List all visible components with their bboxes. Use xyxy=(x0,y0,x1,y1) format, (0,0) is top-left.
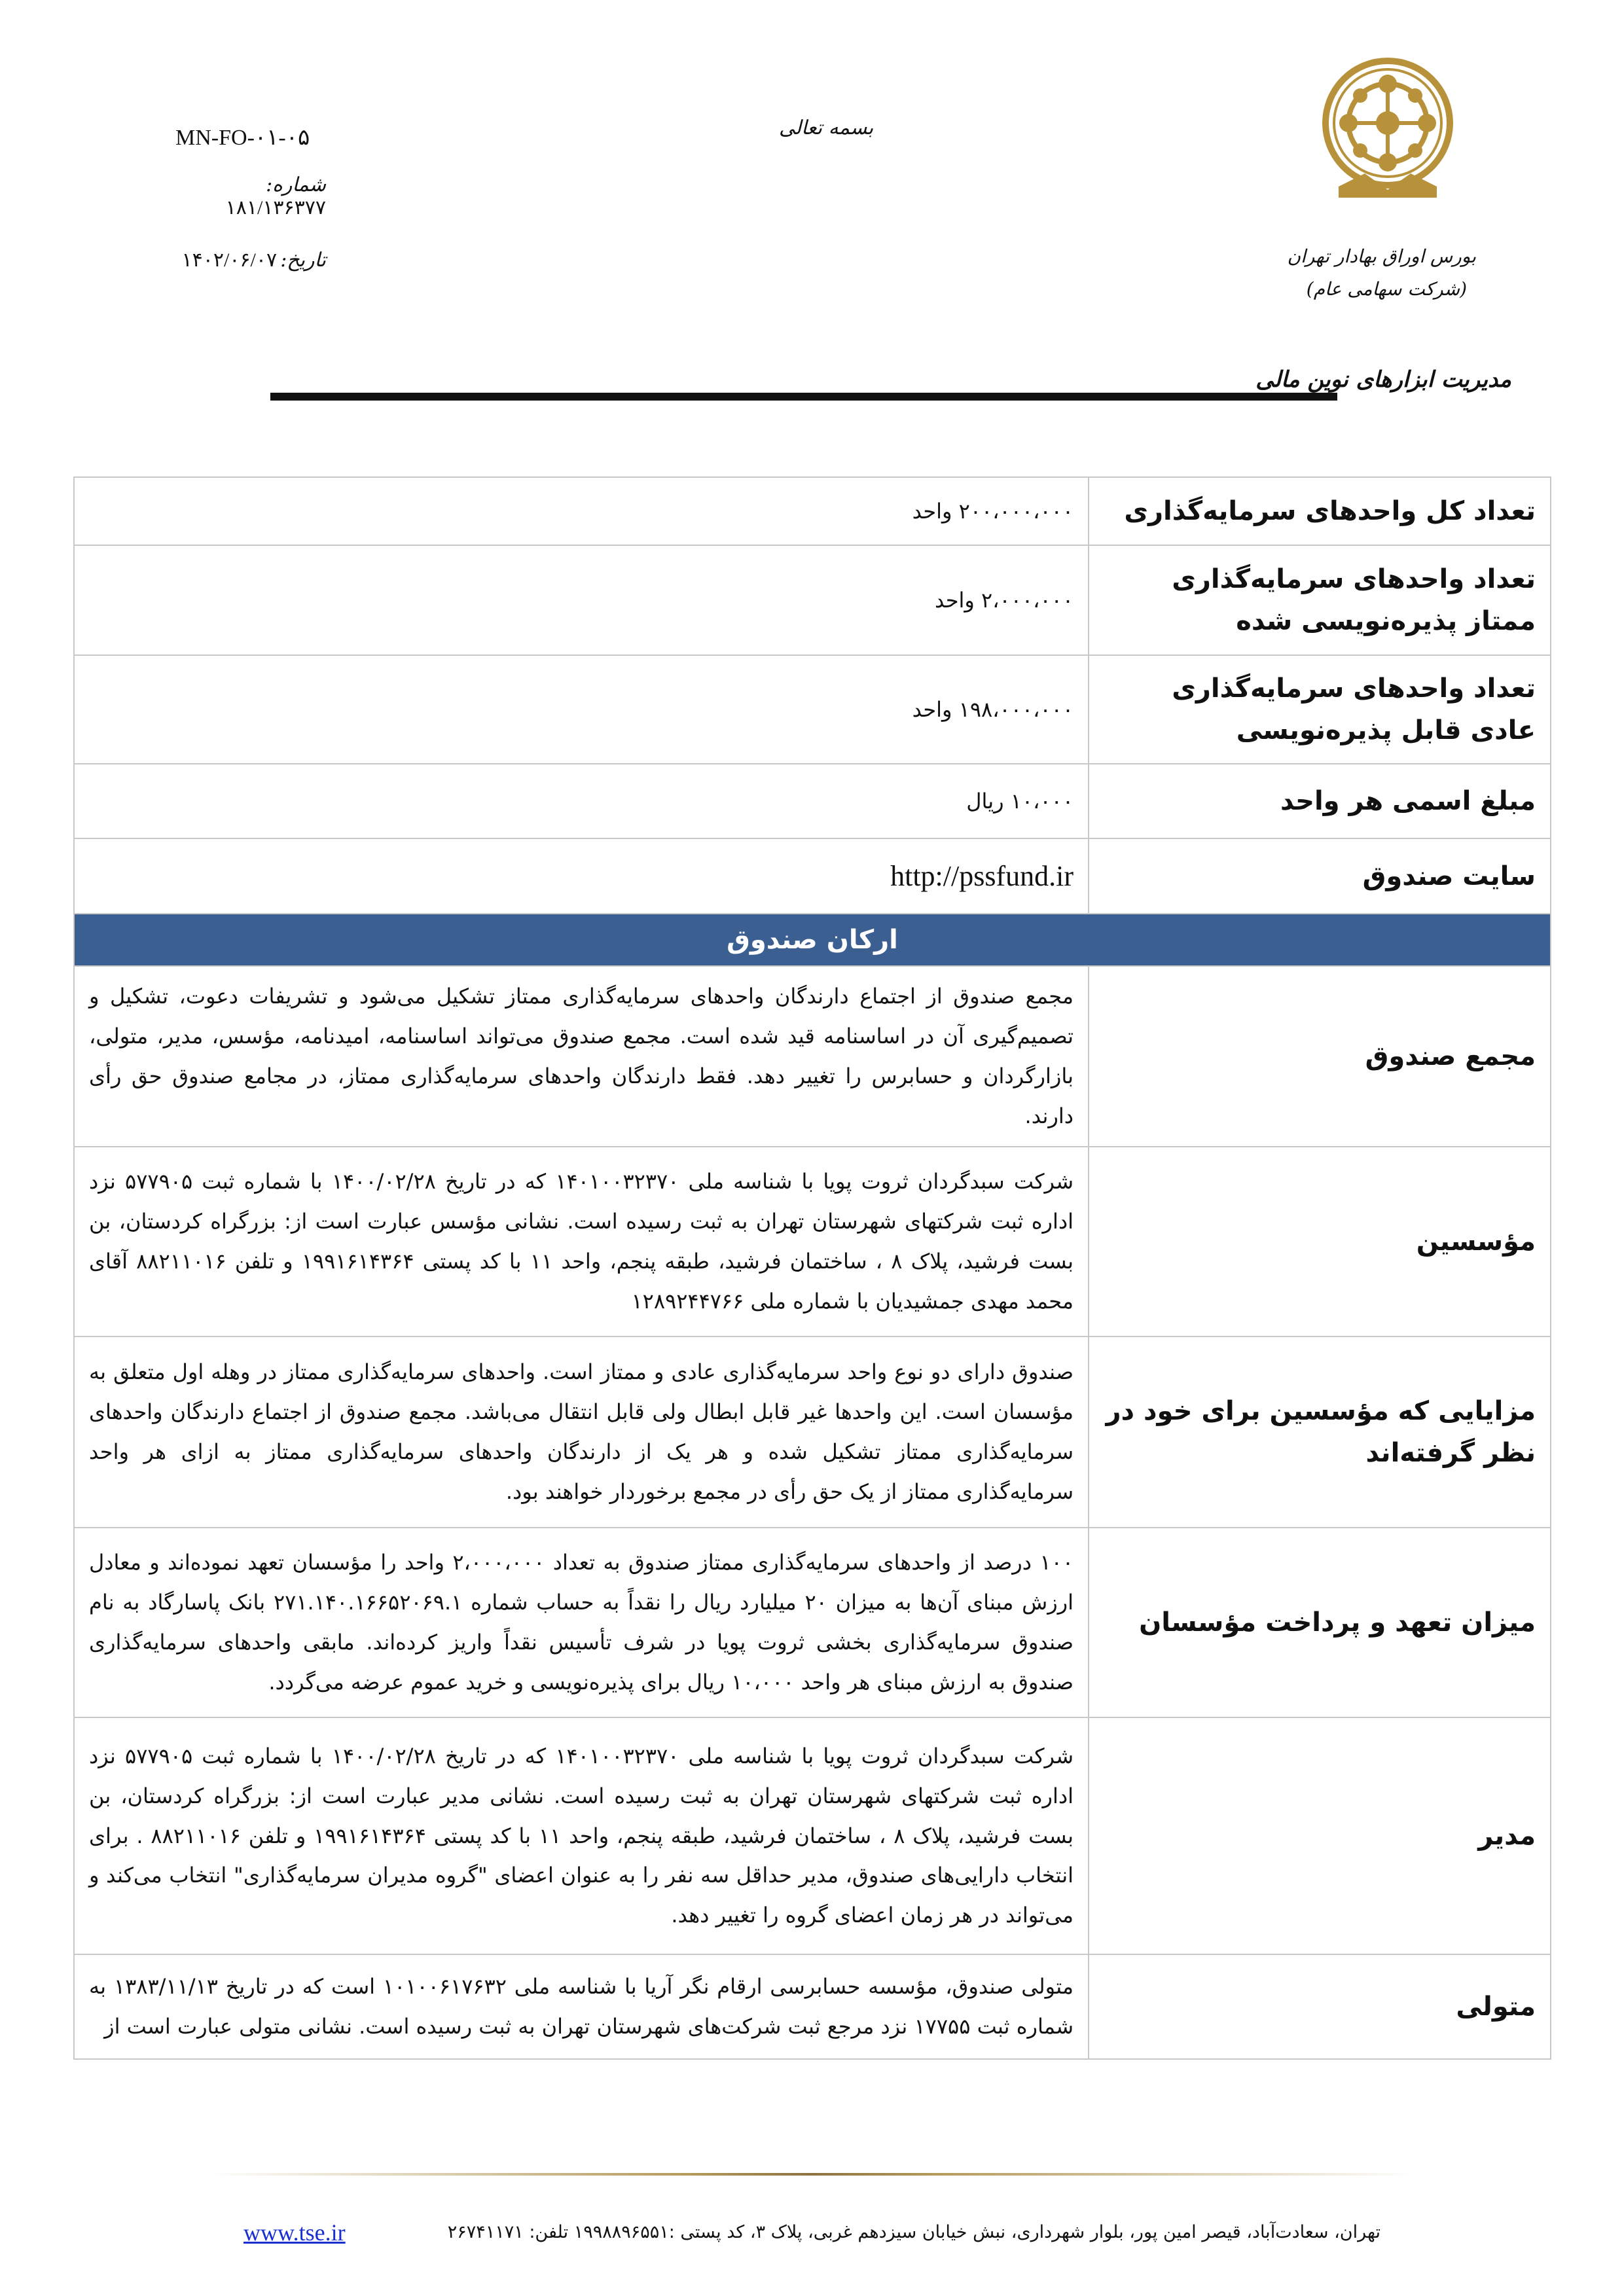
table-row xyxy=(74,477,1551,545)
row-label: تعداد واحدهای سرمایه‌گذاری ممتاز پذیره‌نویسی شده xyxy=(1089,545,1551,655)
row-label: تعداد کل واحدهای سرمایه‌گذاری xyxy=(1089,477,1551,545)
footer-website-link[interactable]: www.tse.ir xyxy=(244,2219,346,2246)
fund-website-link[interactable]: http://pssfund.ir xyxy=(74,838,1089,914)
row-value: شرکت سبدگردان ثروت پویا با شناسه ملی ۱۴۰۱۰۰۳۲۳۷۰ که در تاریخ ۱۴۰۰/۰۲/۲۸ با شماره ثبت ۵۷۷۹۰۵ نزد اداره ثبت شرکتهای شهرستان تهران به ثبت رسیده است. نشانی مدیر عبارت است از: بزرگراه کردستان، بن بست فرشید، پلاک ۸ ، ساختمان فرشید، طبقه پنجم، واحد ۱۱ با کد پستی ۱۹۹۱۶۱۴۳۶۴ و تلفن ۸۸۲۱۱۰۱۶ . برای انتخاب دارایی‌های صندوق، مدیر حداقل سه نفر را به عنوان اعضای "گروه مدیران سرمایه‌گذاری" انتخاب می‌کند و می‌تواند در هر زمان اعضای گروه را تغییر دهد. xyxy=(74,1717,1089,1954)
document-date xyxy=(175,249,326,272)
table-row xyxy=(74,1528,1551,1717)
table-row xyxy=(74,1954,1551,2059)
department-title: مدیریت ابزارهای نوین مالی xyxy=(1255,367,1511,393)
row-label: میزان تعهد و پرداخت مؤسسان xyxy=(1089,1528,1551,1717)
row-label: مبلغ اسمی هر واحد xyxy=(1089,764,1551,838)
row-value: مجمع صندوق از اجتماع دارندگان واحدهای سرمایه‌گذاری ممتاز تشکیل می‌شود و تشریفات دعوت، تشکیل و تصمیم‌گیری آن در اساسنامه قید شده است. مجمع صندوق می‌تواند اساسنامه، امیدنامه، مؤسس، مدیر، متولی، بازارگردان و حسابرس را تغییر دهد. فقط دارندگان واحدهای سرمایه‌گذاری ممتاز، در مجامع صندوق حق رأی دارند. xyxy=(74,966,1089,1147)
fund-info-table xyxy=(73,476,1551,2060)
row-value: متولی صندوق، مؤسسه حسابرسی ارقام نگر آریا با شناسه ملی ۱۰۱۰۰۶۱۷۶۳۲ است که در تاریخ ۱۳۸۳/۱۱/۱۳ به شماره ثبت ۱۷۷۵۵ نزد مرجع ثبت شرکت‌های شهرستان تهران به ثبت رسیده است. نشانی متولی عبارت است از xyxy=(74,1954,1089,2059)
section-header xyxy=(74,914,1551,966)
row-label: مؤسسین xyxy=(1089,1147,1551,1336)
row-label: مدیر xyxy=(1089,1717,1551,1954)
row-value: ۱۰،۰۰۰ ریال xyxy=(74,764,1089,838)
table-row xyxy=(74,838,1551,914)
section-title: ارکان صندوق xyxy=(74,914,1551,966)
table-row xyxy=(74,966,1551,1147)
row-label: مجمع صندوق xyxy=(1089,966,1551,1147)
org-type: (شرکت سهامی عام) xyxy=(1306,278,1467,300)
table-row xyxy=(74,1717,1551,1954)
row-value: شرکت سبدگردان ثروت پویا با شناسه ملی ۱۴۰۱۰۰۳۲۳۷۰ که در تاریخ ۱۴۰۰/۰۲/۲۸ با شماره ثبت ۵۷۷۹۰۵ نزد اداره ثبت شرکتهای شهرستان تهران به ثبت رسیده است. نشانی مؤسس عبارت است از: بزرگراه کردستان، بن بست فرشید، پلاک ۸ ، ساختمان فرشید، طبقه پنجم، واحد ۱۱ با کد پستی ۱۹۹۱۶۱۴۳۶۴ و تلفن ۸۸۲۱۱۰۱۶ آقای محمد مهدی جمشیدیان با شماره ملی ۱۲۸۹۲۴۴۷۶۶ xyxy=(74,1147,1089,1336)
document-number xyxy=(175,173,326,219)
row-value: ۱۹۸،۰۰۰،۰۰۰ واحد xyxy=(74,655,1089,764)
number-value: ۱۸۱/۱۳۶۳۷۷ xyxy=(225,197,326,219)
row-value: صندوق دارای دو نوع واحد سرمایه‌گذاری عادی و ممتاز است. واحدهای سرمایه‌گذاری ممتاز در وهله اول متعلق به مؤسسان است. این واحدها غیر قابل ابطال ولی قابل انتقال می‌باشد. مجمع صندوق از اجتماع دارندگان واحدهای سرمایه‌گذاری ممتاز تشکیل شده و هر یک از دارندگان واحدهای سرمایه‌گذاری ممتاز به ازای هر واحد سرمایه‌گذاری ممتاز از یک حق رأی در مجمع برخوردار خواهند بود. xyxy=(74,1336,1089,1528)
bismillah: بسمه تعالی xyxy=(779,117,874,139)
row-value: ۱۰۰ درصد از واحدهای سرمایه‌گذاری ممتاز صندوق به تعداد ۲،۰۰۰،۰۰۰ واحد را مؤسسان تعهد نموده‌اند و معادل ارزش مبنای آن‌ها به میزان ۲۰ میلیارد ریال را نقداً به حساب شماره ۲۷۱.۱۴۰.۱۶۶۵۲۰۶۹.۱ بانک پاسارگاد به نام صندوق سرمایه‌گذاری بخشی ثروت پویا در شرف تأسیس نقداً واریز کرده‌اند. مابقی واحدهای سرمایه‌گذاری صندوق به ارزش مبنای هر واحد ۱۰،۰۰۰ ریال برای پذیره‌نویسی و خرید عموم عرضه می‌گردد. xyxy=(74,1528,1089,1717)
row-label: متولی xyxy=(1089,1954,1551,2059)
header-divider xyxy=(270,393,1337,401)
row-value: ۲،۰۰۰،۰۰۰ واحد xyxy=(74,545,1089,655)
table-row xyxy=(74,1336,1551,1528)
table-row xyxy=(74,545,1551,655)
form-code: MN-FO-۰۱-۰۵ xyxy=(175,126,310,150)
footer-divider xyxy=(209,2173,1414,2176)
row-label: تعداد واحدهای سرمایه‌گذاری عادی قابل پذیره‌نویسی xyxy=(1089,655,1551,764)
row-label: سایت صندوق xyxy=(1089,838,1551,914)
tse-logo-icon xyxy=(1312,52,1463,249)
table-row xyxy=(74,764,1551,838)
row-value: ۲۰۰،۰۰۰،۰۰۰ واحد xyxy=(74,477,1089,545)
row-label: مزایایی که مؤسسین برای خود در نظر گرفته‌اند xyxy=(1089,1336,1551,1528)
footer-address: تهران، سعادت‌آباد، قیصر امین پور، بلوار شهرداری، نبش خیابان سیزدهم غربی، پلاک ۳، کد پستی :۱۹۹۸۸۹۶۵۵۱ تلفن: ۲۶۷۴۱۱۷۱ xyxy=(447,2222,1380,2242)
table-row xyxy=(74,655,1551,764)
date-value: ۱۴۰۲/۰۶/۰۷ xyxy=(181,249,278,271)
table-row xyxy=(74,1147,1551,1336)
org-name: بورس اوراق بهادار تهران xyxy=(1287,245,1476,267)
number-label: شماره: xyxy=(266,173,326,196)
date-label: تاریخ: xyxy=(280,249,326,272)
